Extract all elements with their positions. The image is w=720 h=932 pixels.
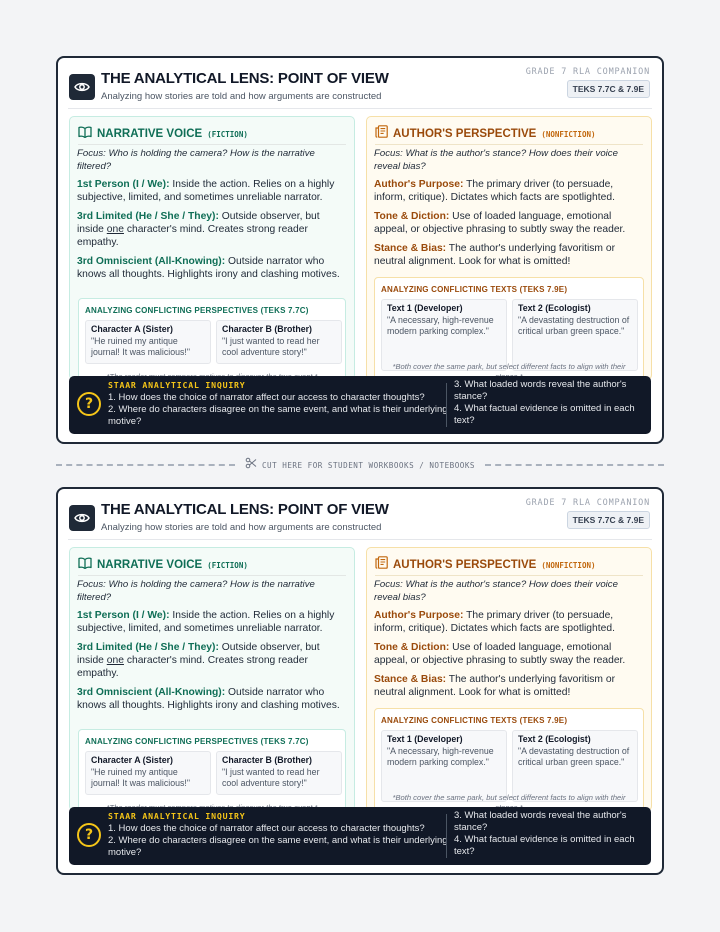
character-b-title: Character B (Brother) (222, 755, 312, 765)
page-title: THE ANALYTICAL LENS: POINT OF VIEW (101, 70, 389, 87)
character-b-quote: "I just wanted to read her cool adventure story!" (222, 336, 320, 357)
stance-bias-item: Stance & Bias: The author's underlying favoritism or neutral alignment. Look for what is omitted! (374, 243, 616, 267)
texts-note: *Both cover the same park, but select different facts to align with their (392, 793, 626, 802)
staar-question-1: 1. How does the choice of narrator affect our access to character thoughts? (108, 823, 425, 834)
text-2-quote: "A devastating destruction of critical urban green space." (518, 315, 630, 336)
character-b-quote: "I just wanted to read her cool adventure story!" (222, 767, 320, 788)
character-a-card (85, 320, 211, 364)
text-2-title: Text 2 (Ecologist) (518, 734, 591, 744)
texts-note: *Both cover the same park, but select different facts to align with their (392, 362, 626, 371)
conflicting-texts-box (374, 708, 644, 811)
narrative-voice-title: NARRATIVE VOICE (97, 128, 203, 140)
page-subtitle: Analyzing how stories are told and how arguments are constructed (101, 522, 382, 533)
panel-divider (78, 575, 346, 576)
staar-question-1: 1. How does the choice of narrator affect our access to character thoughts? (108, 392, 425, 403)
authors-perspective-heading (375, 556, 596, 574)
nonfiction-tag: (NONFICTION) (541, 560, 596, 570)
character-b-card (216, 751, 342, 795)
character-a-card (85, 751, 211, 795)
staar-questions-left (108, 392, 448, 428)
third-omniscient-item: 3rd Omniscient (All-Knowing): Outside narrator who knows all thoughts. Highlights irony and clashing motives. (77, 687, 340, 711)
authors-perspective-panel (366, 547, 652, 811)
conflicting-texts-title: ANALYZING CONFLICTING TEXTS (TEKS 7.9E) (381, 716, 568, 725)
document-icon (375, 125, 388, 143)
staar-question-3: 3. What loaded words reveal the author's stance? (454, 379, 627, 402)
authors-perspective-title: AUTHOR'S PERSPECTIVE (393, 128, 537, 140)
staar-question-4: 4. What factual evidence is omitted in each text? (454, 403, 635, 426)
grade-label: GRADE 7 RLA COMPANION (525, 498, 650, 508)
staar-title: STAAR ANALYTICAL INQUIRY (108, 380, 246, 390)
eye-icon (69, 74, 95, 100)
staar-questions-right (454, 810, 644, 858)
panel-divider (375, 144, 643, 145)
narrative-voice-heading (78, 125, 248, 143)
character-a-quote: "He ruined my antique journal! It was malicious!" (91, 336, 190, 357)
author-focus: Focus: What is the author's stance? How does their voice reveal bias? (374, 148, 618, 172)
teks-badge: TEKS 7.7C & 7.9E (567, 511, 650, 529)
question-icon: ? (77, 823, 101, 847)
text-1-title: Text 1 (Developer) (387, 303, 463, 313)
authors-perspective-title: AUTHOR'S PERSPECTIVE (393, 559, 537, 571)
third-limited-item: 3rd Limited (He / She / They): Outside observer, but inside one character's mind. Creates strong reader empathy. (77, 642, 320, 679)
stance-bias-item: Stance & Bias: The author's underlying favoritism or neutral alignment. Look for what is omitted! (374, 674, 616, 698)
character-a-title: Character A (Sister) (91, 324, 173, 334)
cut-line (56, 455, 664, 475)
conflicting-texts-box (374, 277, 644, 380)
header-divider (68, 108, 652, 109)
staar-questions-left (108, 823, 448, 859)
staar-inquiry-banner (69, 376, 651, 434)
text-2-card (512, 299, 638, 371)
handout-card-top (56, 56, 664, 444)
text-1-card (381, 299, 507, 371)
panel-divider (78, 144, 346, 145)
fiction-tag: (FICTION) (207, 560, 248, 570)
narrative-voice-title: NARRATIVE VOICE (97, 559, 203, 571)
narrative-voice-panel (69, 547, 355, 811)
authors-perspective-heading (375, 125, 596, 143)
narrative-focus: Focus: Who is holding the camera? How is the narrative filtered? (77, 148, 315, 172)
staar-inquiry-banner (69, 807, 651, 865)
scissors-icon (245, 456, 257, 474)
header-divider (68, 539, 652, 540)
character-b-card (216, 320, 342, 364)
text-1-card (381, 730, 507, 802)
eye-icon (69, 505, 95, 531)
conflicting-texts-title: ANALYZING CONFLICTING TEXTS (TEKS 7.9E) (381, 285, 568, 294)
text-2-quote: "A devastating destruction of critical urban green space." (518, 746, 630, 767)
text-1-quote: "A necessary, high-revenue modern parking complex." (387, 315, 494, 336)
tone-diction-item: Tone & Diction: Use of loaded language, emotional appeal, or objective phrasing to subtly sway the reader. (374, 642, 626, 666)
authors-perspective-panel (366, 116, 652, 380)
third-limited-item: 3rd Limited (He / She / They): Outside observer, but inside one character's mind. Creates strong reader empathy. (77, 211, 320, 248)
authors-purpose-item: Author's Purpose: The primary driver (to persuade, inform, critique). Dictates which facts are spotlighted. (374, 179, 615, 203)
grade-label: GRADE 7 RLA COMPANION (525, 67, 650, 77)
staar-question-2: 2. Where do characters disagree on the same event, and what is their underlying motive? (108, 404, 448, 427)
cut-dash-right (485, 464, 664, 466)
page-subtitle: Analyzing how stories are told and how arguments are constructed (101, 91, 382, 102)
teks-badge: TEKS 7.7C & 7.9E (567, 80, 650, 98)
staar-question-3: 3. What loaded words reveal the author's stance? (454, 810, 627, 833)
text-2-card (512, 730, 638, 802)
cut-dash-left (56, 464, 235, 466)
conflicting-perspectives-title: ANALYZING CONFLICTING PERSPECTIVES (TEKS 7.7C) (85, 737, 309, 746)
staar-question-2: 2. Where do characters disagree on the same event, and what is their underlying motive? (108, 835, 448, 858)
narrative-voice-panel (69, 116, 355, 380)
fiction-tag: (FICTION) (207, 129, 248, 139)
document-icon (375, 556, 388, 574)
character-a-quote: "He ruined my antique journal! It was malicious!" (91, 767, 190, 788)
narrative-focus: Focus: Who is holding the camera? How is the narrative filtered? (77, 579, 315, 603)
character-a-title: Character A (Sister) (91, 755, 173, 765)
conflicting-perspectives-title: ANALYZING CONFLICTING PERSPECTIVES (TEKS 7.7C) (85, 306, 309, 315)
cut-text: CUT HERE FOR STUDENT WORKBOOKS / NOTEBOOKS (261, 460, 476, 470)
handout-card-bottom (56, 487, 664, 875)
nonfiction-tag: (NONFICTION) (541, 129, 596, 139)
page-title: THE ANALYTICAL LENS: POINT OF VIEW (101, 501, 389, 518)
panel-divider (375, 575, 643, 576)
tone-diction-item: Tone & Diction: Use of loaded language, emotional appeal, or objective phrasing to subtly sway the reader. (374, 211, 626, 235)
authors-purpose-item: Author's Purpose: The primary driver (to persuade, inform, critique). Dictates which facts are spotlighted. (374, 610, 615, 634)
staar-divider (446, 383, 447, 427)
conflicting-perspectives-box (78, 729, 346, 811)
staar-divider (446, 814, 447, 858)
first-person-item: 1st Person (I / We): Inside the action. Relies on a highly subjective, limited, and sometimes unreliable narrator. (77, 610, 335, 634)
first-person-item: 1st Person (I / We): Inside the action. Relies on a highly subjective, limited, and sometimes unreliable narrator. (77, 179, 335, 203)
book-icon (78, 125, 92, 143)
author-focus: Focus: What is the author's stance? How does their voice reveal bias? (374, 579, 618, 603)
staar-questions-right (454, 379, 644, 427)
narrative-voice-heading (78, 556, 248, 574)
text-2-title: Text 2 (Ecologist) (518, 303, 591, 313)
character-b-title: Character B (Brother) (222, 324, 312, 334)
text-1-quote: "A necessary, high-revenue modern parking complex." (387, 746, 494, 767)
staar-title: STAAR ANALYTICAL INQUIRY (108, 811, 246, 821)
book-icon (78, 556, 92, 574)
staar-question-4: 4. What factual evidence is omitted in each text? (454, 834, 635, 857)
question-icon: ? (77, 392, 101, 416)
third-omniscient-item: 3rd Omniscient (All-Knowing): Outside narrator who knows all thoughts. Highlights irony and clashing motives. (77, 256, 340, 280)
text-1-title: Text 1 (Developer) (387, 734, 463, 744)
conflicting-perspectives-box (78, 298, 346, 380)
